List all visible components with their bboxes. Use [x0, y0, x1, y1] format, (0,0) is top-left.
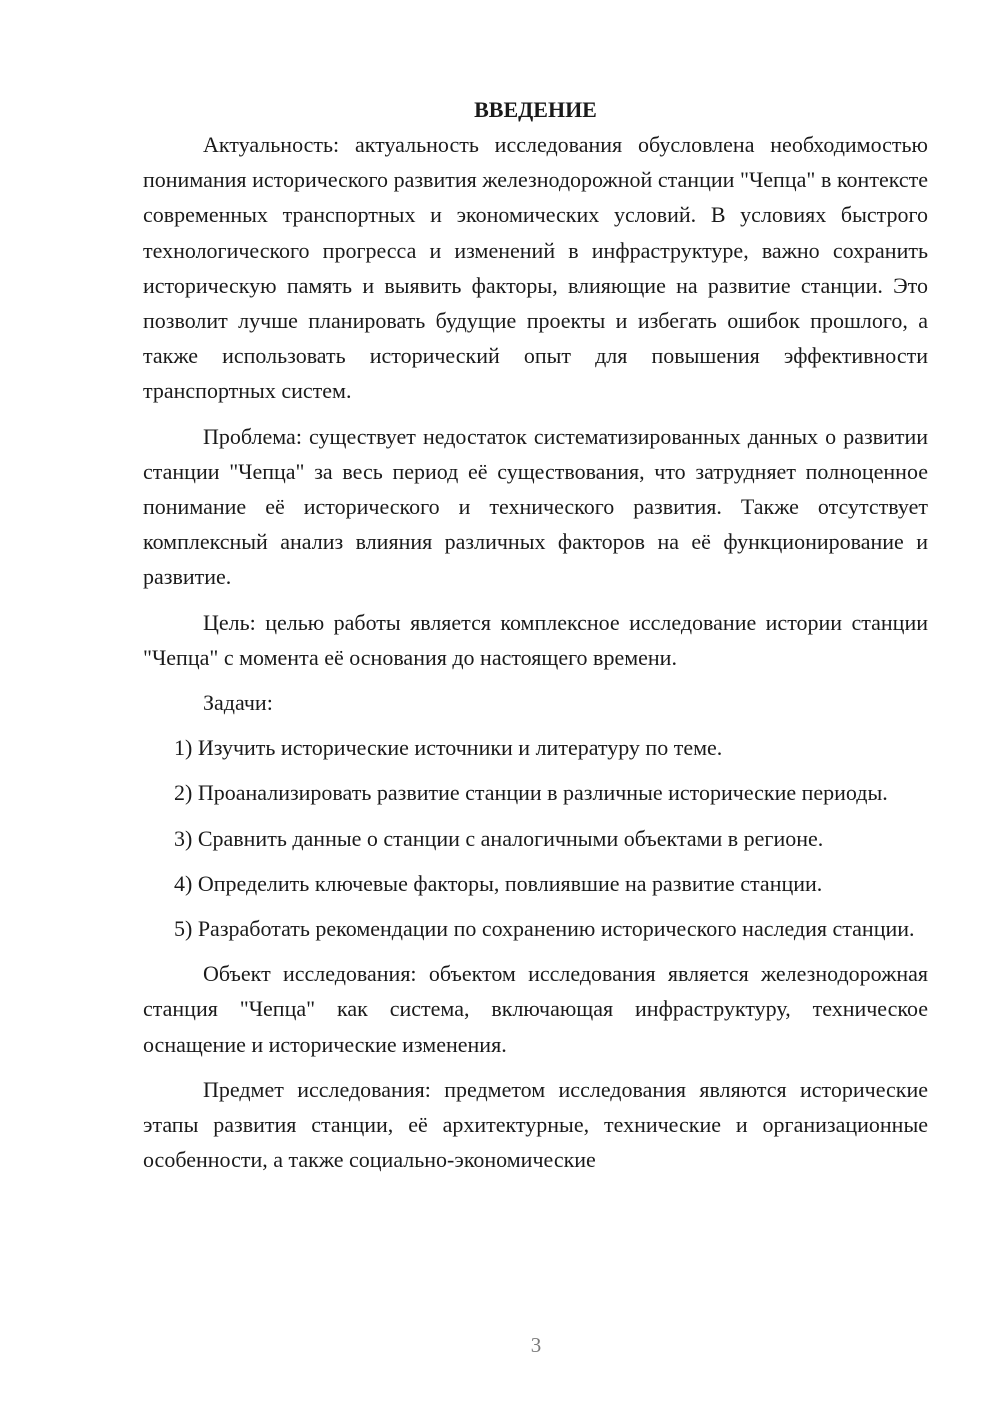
page-number: 3 — [530, 1333, 542, 1357]
section-title: ВВЕДЕНИЕ — [474, 97, 597, 122]
paragraph-relevance: Актуальность: актуальность исследования обусловлена необходимостью понимания исторического развития железнодорожной станции "Чепца" в контексте современных транспортных и экономических условий. В условиях быстрого технологического прогресса и изменений в инфраструктуре, важно сохранить историческую память и выявить факторы, влияющие на развитие станции. Это позволит лучше планировать будущие проекты и избегать ошибок прошлого, а также использовать исторический опыт для повышения эффективности транспортных систем. — [143, 132, 928, 404]
paragraph-goal: Цель: целью работы является комплексное исследование истории станции "Чепца" с момента её основания до настоящего времени. — [143, 609, 928, 670]
paragraph-object: Объект исследования: объектом исследования является железнодорожная станция "Чепца" как система, включающая инфраструктуру, техническое оснащение и исторические изменения. — [143, 961, 928, 1057]
page-content — [143, 92, 928, 1187]
task-item-4: 4) Определить ключевые факторы, повлиявшие на развитие станции. — [174, 870, 823, 896]
paragraph-problem: Проблема: существует недостаток систематизированных данных о развитии станции "Чепца" за весь период её существования, что затрудняет полноценное понимание её исторического и технического развития. Также отсутствует комплексный анализ влияния различных факторов на её функционирование и развитие. — [143, 423, 928, 590]
task-item-1: 1) Изучить исторические источники и литературу по теме. — [174, 735, 723, 761]
task-item-3: 3) Сравнить данные о станции с аналогичными объектами в регионе. — [174, 825, 824, 851]
task-item-2: 2) Проанализировать развитие станции в различные исторические периоды. — [174, 780, 888, 806]
paragraph-subject: Предмет исследования: предметом исследования являются исторические этапы развития станции, её архитектурные, технические и организационные особенности, а также социально-экономические — [143, 1076, 928, 1173]
task-item-5: 5) Разработать рекомендации по сохранению исторического наследия станции. — [174, 916, 915, 942]
paragraph-tasks-heading: Задачи: — [203, 690, 273, 716]
